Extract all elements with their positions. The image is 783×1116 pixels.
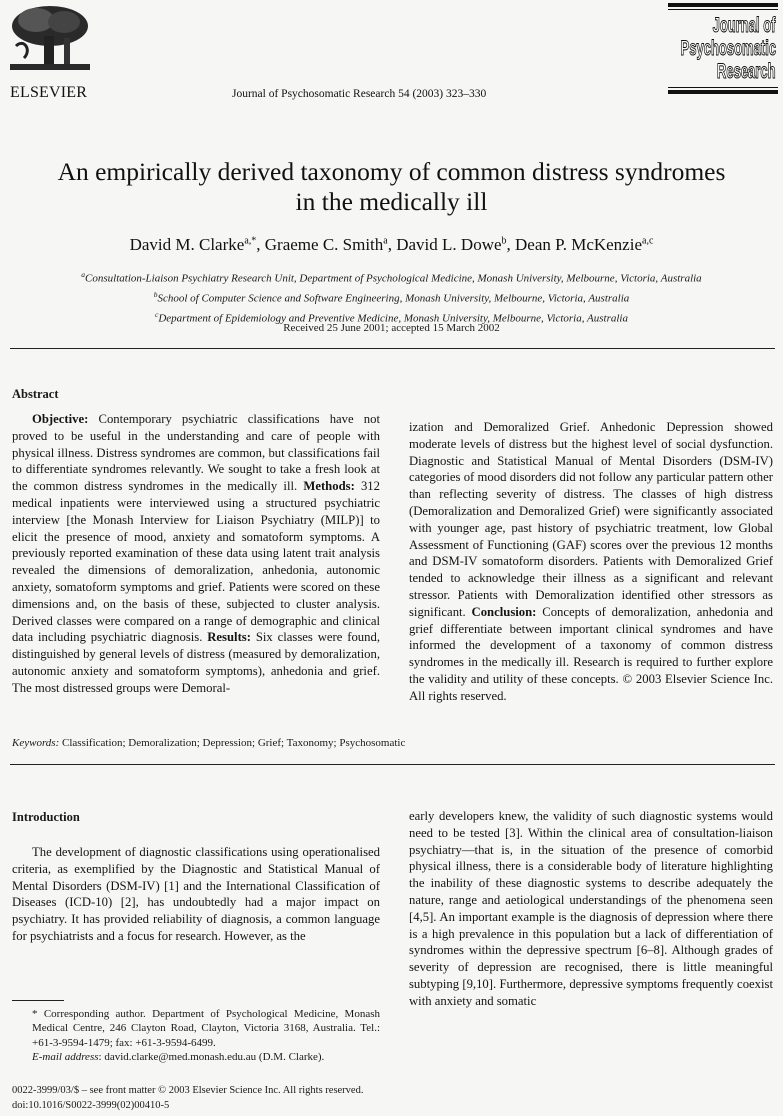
copyright-line: 0022-3999/03/$ – see front matter © 2003 Elsevier Science Inc. All rights reserved. [12, 1085, 364, 1096]
abstract-left-column: Objective: Contemporary psychiatric classifications have not proved to be useful in the understanding and care of people with physical illness. Distress syndromes are common, but classifications fail to differentiate syndromes relevantly. We sought to take a fresh look at the common distress syndromes in the medically ill. Methods: 312 medical inpatients were interviewed using a structured psychiatric interview [the Monash Interview for Liaison Psychiatry (MILP)] to elicit the presence of mood, anxiety and somatoform symptoms. A previously reported examination of these data using latent trait analysis revealed the dimensions of demoralization, anhedonia, autonomic anxiety, somatoform symptoms and grief. Patients were scored on these dimensions and, on the basis of these, subjected to cluster analysis. Derived classes were compared on a range of demographic and clinical data including psychiatric diagnosis. Results: Six classes were found, distinguished by general levels of distress (measured by demoralization, autonomic anxiety and somatoform symptoms), anhedonia and grief. The most distressed groups were Demoral- [12, 412, 380, 695]
objective-label: Objective: [32, 412, 89, 426]
footnote-divider [12, 1000, 64, 1001]
title-line-2: in the medically ill [295, 187, 488, 216]
author-list: David M. Clarke$^{a,*}$, Graeme C. Smith$^a$, David L. Dowe$^b$, Dean P. McKenzie$^{a,c}$ [129, 235, 654, 254]
affiliations [0, 267, 783, 327]
methods-label: Methods: [303, 479, 355, 494]
journal-masthead [648, 3, 778, 133]
conclusion-label: Conclusion: [471, 604, 537, 619]
masthead-line-1: Journal of [713, 14, 776, 37]
masthead-line-2: Psychosomatic [680, 37, 776, 60]
introduction-right-column: early developers knew, the validity of such diagnostic systems would need to be tested [3]. Within the clinical area of consultation-liaison psychiatry—that is, in the situation of the presence of comorbid physical illness, there is a considerable body of literature highlighting the inability of these diagnostic systems to describe adequately the nature, range and aetiological understandings of the phenomena seen [4,5]. An important example is the diagnosis of depression where there is a high prevalence in this population but a lack of differentiation of syndromes within the depressive spectrum [6–8]. Although grades of severity of depression are recognised, there is little meaningful subtyping [9,10]. Furthermore, depressive symptoms frequently coexist with anxiety and somatic [409, 809, 773, 1008]
received-dates: Received 25 June 2001; accepted 15 March 2002 [283, 322, 500, 334]
results-label: Results: [207, 630, 251, 645]
email-address: : david.clarke@med.monash.edu.au (D.M. Clarke). [98, 1050, 325, 1063]
author-affiliation-mark: b [501, 235, 507, 247]
article-title [0, 157, 783, 217]
divider [10, 764, 775, 765]
masthead-line-3: Research [717, 60, 776, 83]
divider [10, 348, 775, 349]
author: David M. Clarke [129, 235, 245, 254]
page-footer [12, 1083, 363, 1113]
introduction-heading: Introduction [12, 810, 80, 824]
publisher-name: ELSEVIER [10, 84, 88, 101]
abstract-right-column: ization and Demoralized Grief. Anhedonic Depression showed moderate levels of distress but the highest level of social dysfunction. Diagnostic and Statistical Manual of Mental Disorders (DSM-IV) categories of mood disorders did not follow any particular pattern other than reflecting severity of distress. The classes of high distress (Demoralization and Demoralized Grief) were significantly associated with younger age, past history of psychiatric treatment, low Global Assessment of Functioning (GAF) scores over the previous 12 months and DSM-IV somatoform disorders. Patients with Demoralized Grief tended to acknowledge their illness as a significant and relevant stressor. Patients with Demoralization identified other stressors as significant. Conclusion: Concepts of demoralization, anhedonia and grief differentiate between important clinical syndromes and have informed the development of a taxonomy of common distress syndromes in the medically ill. Research is required to further explore the validity and utility of these concepts. © 2003 Elsevier Science Inc. All rights reserved. [409, 420, 773, 703]
author-affiliation-mark: a,* [244, 235, 257, 247]
affiliation: $^c$Department of Epidemiology and Preventive Medicine, Monash University, Melbourne, Victoria, Australia [155, 310, 628, 325]
email-label: E-mail address [32, 1050, 99, 1063]
affiliation: $^a$Consultation-Liaison Psychiatry Research Unit, Department of Psychological Medicine, Monash University, Melbourne, Victoria, Australia [81, 270, 702, 285]
author-affiliation-mark: a,c [642, 235, 654, 247]
tree-logo-icon [6, 2, 94, 74]
keywords: Keywords: Classification; Demoralization; Depression; Grief; Taxonomy; Psychosomatic [12, 737, 406, 749]
title-line-1: An empirically derived taxonomy of common distress syndromes [57, 157, 726, 186]
doi: doi:10.1016/S0022-3999(02)00410-5 [12, 1100, 170, 1111]
affiliation: $^b$School of Computer Science and Software Engineering, Monash University, Melbourne, Victoria, Australia [153, 290, 630, 305]
abstract-heading: Abstract [12, 387, 59, 401]
author: Dean P. McKenzie [515, 235, 643, 254]
keywords-label: Keywords: [12, 737, 60, 749]
journal-reference: Journal of Psychosomatic Research 54 (2003) 323–330 [232, 88, 487, 100]
corresponding-author-footnote: * Corresponding author. Department of Psychological Medicine, Monash Medical Centre, 246 Clayton Road, Clayton, Victoria 3168, Australia. Tel.: +61-3-9594-1479; fax: +61-3-9594-6499. E-mail address: david.clarke@med.monash.edu.au (D.M. Clarke). [32, 1008, 380, 1063]
introduction-left-column: The development of diagnostic classifications using operationalised criteria, as exemplified by the Diagnostic and Statistical Manual of Mental Disorders (DSM-IV) [1] and the International Classification of Diseases (ICD-10) [2], has undoubtedly had a major impact on psychiatry. It has provided reliability of diagnosis, a common language for psychiatrists and a focus for research. However, as the [12, 845, 380, 943]
author: Graeme C. Smith [264, 235, 384, 254]
author-affiliation-mark: a [383, 235, 388, 247]
author: David L. Dowe [396, 235, 502, 254]
